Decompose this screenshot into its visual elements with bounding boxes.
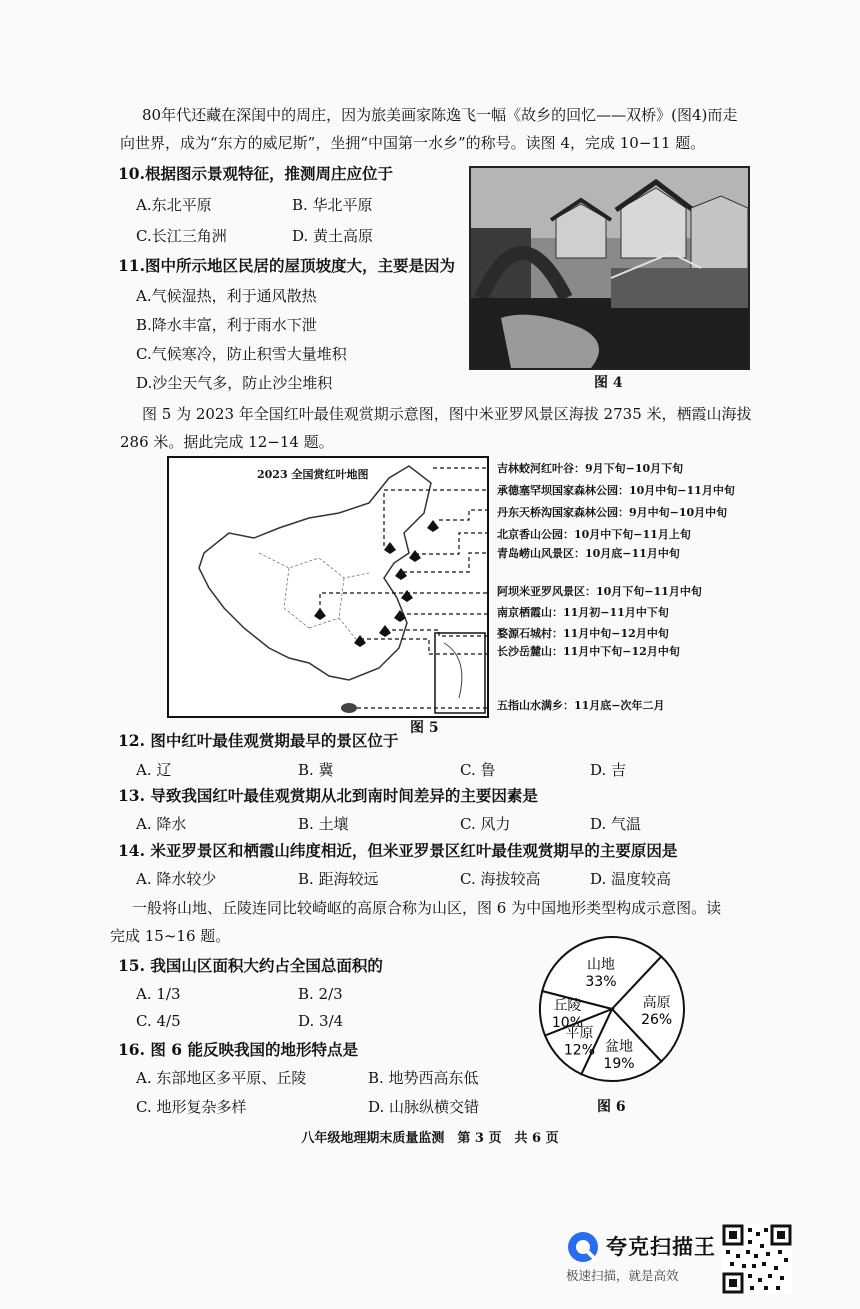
- question-11-option-b: B.降水丰富，利于雨水下泄: [136, 316, 317, 334]
- map-legend-item: 长沙岳麓山：11月中下旬−12月中旬: [497, 645, 680, 658]
- pie-value-1: 26%: [641, 1012, 673, 1028]
- question-15-option-b: B. 2/3: [298, 985, 343, 1003]
- question-14-option-d: D. 温度较高: [590, 870, 672, 888]
- pie-label-2: 盆地: [604, 1039, 633, 1056]
- pie-label-1: 高原: [642, 995, 671, 1011]
- question-11-option-a: A.气候湿热，利于通风散热: [136, 287, 317, 305]
- figure-4-caption: 图 4: [594, 375, 623, 391]
- map-title: 2023 全国赏红叶地图: [257, 468, 369, 481]
- map-legend-item: 北京香山公园：10月中下旬−11月上旬: [497, 528, 691, 541]
- scanner-logo-icon: [566, 1230, 600, 1264]
- intro-line-2: 向世界，成为“东方的威尼斯”，坐拥“中国第一水乡”的称号。读图 4，完成 10−11 题。: [120, 134, 706, 152]
- question-12-option-a: A. 辽: [136, 761, 172, 779]
- map-legend-item: 婺源石城村：11月中旬−12月中旬: [497, 627, 669, 640]
- question-13-option-a: A. 降水: [136, 815, 187, 833]
- intro3-line-1: 一般将山地、丘陵连同比较崎岖的高原合称为山区，图 6 为中国地形类型构成示意图。读: [132, 899, 722, 917]
- question-10-option-a: A.东北平原: [136, 196, 212, 214]
- pie-value-3: 12%: [563, 1042, 596, 1059]
- figure-6-caption: 图 6: [597, 1099, 626, 1115]
- question-11-option-c: C.气候寒冷，防止积雪大量堆积: [136, 345, 347, 363]
- question-15-option-a: A. 1/3: [136, 985, 181, 1003]
- map-legend-item: 丹东天桥沟国家森林公园：9月中旬−10月中旬: [497, 506, 728, 519]
- page-footer: 八年级地理期末质量监测 第 3 页 共 6 页: [301, 1131, 559, 1146]
- map-legend-item: 南京栖霞山：11月初−11月中下旬: [497, 606, 669, 619]
- question-13-stem: 13. 导致我国红叶最佳观赏期从北到南时间差异的主要因素是: [118, 786, 538, 805]
- scanner-brand-name: 夸克扫描王: [606, 1235, 716, 1259]
- pie-label-3: 平原: [565, 1025, 594, 1042]
- question-10-option-b: B. 华北平原: [292, 196, 373, 214]
- map-legend-item: 五指山水满乡：11月底−次年二月: [497, 699, 665, 712]
- map-legend-item: 青岛崂山风景区：10月底−11月中旬: [497, 547, 680, 560]
- map-legend-item: 吉林蛟河红叶谷：9月下旬−10月下旬: [497, 462, 684, 475]
- question-14-option-b: B. 距海较远: [298, 870, 379, 888]
- question-12-option-c: C. 鲁: [460, 761, 496, 779]
- question-16-option-c: C. 地形复杂多样: [136, 1098, 247, 1116]
- question-12-option-b: B. 冀: [298, 761, 334, 779]
- question-11-option-d: D.沙尘天气多，防止沙尘堆积: [136, 374, 333, 392]
- question-14-option-c: C. 海拔较高: [460, 870, 541, 888]
- intro3-line-2: 完成 15~16 题。: [110, 927, 231, 945]
- map-legend-item: 承德塞罕坝国家森林公园：10月中旬−11月中旬: [497, 484, 735, 497]
- china-outline: [169, 458, 487, 716]
- pie-value-4: 10%: [551, 1014, 584, 1031]
- scanner-watermark: [566, 1228, 716, 1288]
- question-16-stem: 16. 图 6 能反映我国的地形特点是: [118, 1040, 358, 1059]
- figure-6-pie-chart: [530, 925, 705, 1095]
- figure-5-map: [167, 456, 489, 718]
- question-15-option-c: C. 4/5: [136, 1012, 181, 1030]
- intro-line-1: 80年代还藏在深闺中的周庄，因为旅美画家陈逸飞一幅《故乡的回忆——双桥》(图4)而走: [142, 106, 738, 124]
- intro2-line-2: 286 米。据此完成 12−14 题。: [120, 433, 334, 451]
- question-15-stem: 15. 我国山区面积大约占全国总面积的: [118, 956, 383, 975]
- question-13-option-d: D. 气温: [590, 815, 642, 833]
- question-10-option-d: D. 黄土高原: [292, 227, 374, 245]
- question-13-option-c: C. 风力: [460, 815, 511, 833]
- scanner-slogan: 极速扫描，就是高效: [566, 1268, 679, 1283]
- figure-5-caption: 图 5: [410, 720, 439, 736]
- question-15-option-d: D. 3/4: [298, 1012, 344, 1030]
- map-legend-item: 阿坝米亚罗风景区：10月下旬−11月中旬: [497, 585, 702, 598]
- pie-value-2: 19%: [603, 1056, 635, 1073]
- question-10-option-c: C.长江三角洲: [136, 227, 227, 245]
- question-16-option-a: A. 东部地区多平原、丘陵: [136, 1069, 307, 1087]
- pie-label-0: 山地: [586, 956, 615, 973]
- question-13-option-b: B. 土壤: [298, 815, 349, 833]
- intro2-line-1: 图 5 为 2023 年全国红叶最佳观赏期示意图，图中米亚罗风景区海拔 2735 米，栖霞山海拔: [142, 405, 752, 423]
- pie-label-4: 丘陵: [553, 997, 582, 1014]
- question-12-stem: 12. 图中红叶最佳观赏期最早的景区位于: [118, 731, 399, 750]
- question-16-option-b: B. 地势西高东低: [368, 1069, 479, 1087]
- question-14-option-a: A. 降水较少: [136, 870, 217, 888]
- question-11-stem: 11.图中所示地区民居的屋顶坡度大，主要是因为: [118, 256, 455, 275]
- pie-value-0: 33%: [585, 973, 617, 990]
- figure-4-painting: [469, 166, 750, 370]
- qr-code: [722, 1224, 792, 1294]
- question-12-option-d: D. 吉: [590, 761, 627, 779]
- question-16-option-d: D. 山脉纵横交错: [368, 1098, 480, 1116]
- question-14-stem: 14. 米亚罗景区和栖霞山纬度相近，但米亚罗景区红叶最佳观赏期早的主要原因是: [118, 841, 678, 860]
- question-10-stem: 10.根据图示景观特征，推测周庄应位于: [118, 164, 393, 183]
